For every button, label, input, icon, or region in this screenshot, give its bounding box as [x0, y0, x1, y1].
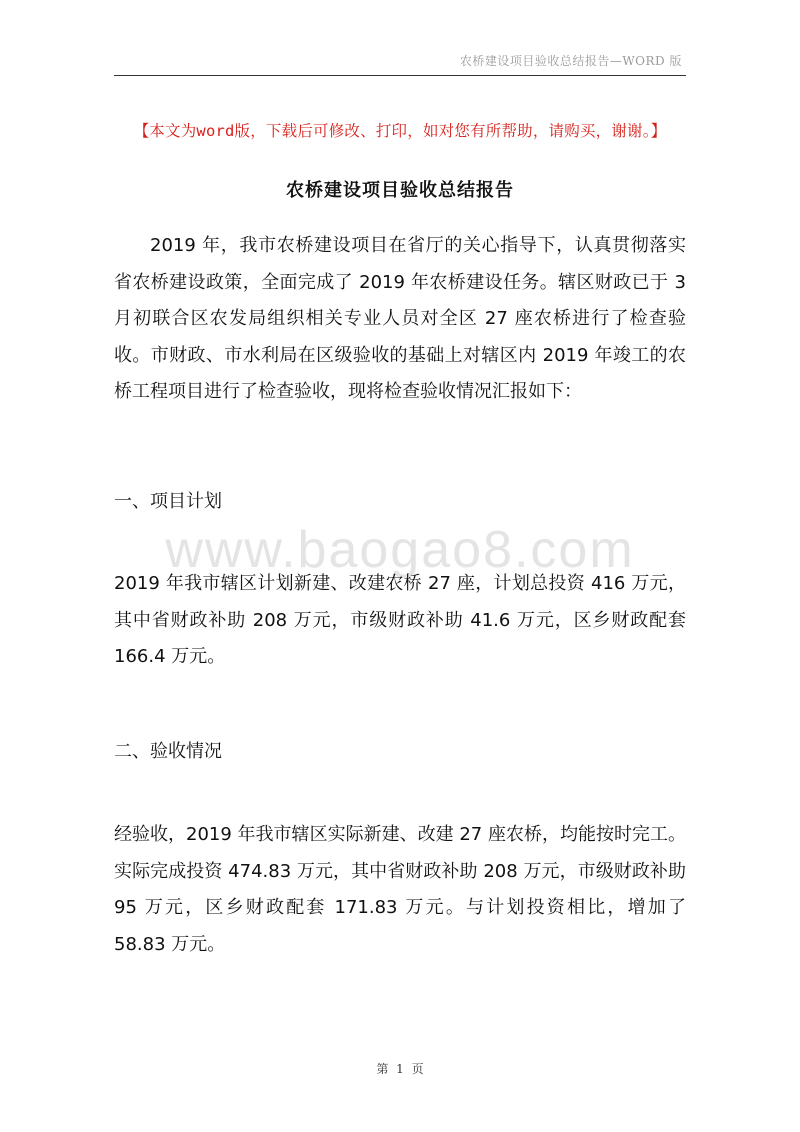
section-heading-acceptance: 二、验收情况 [114, 741, 222, 762]
intro-paragraph: 2019 年，我市农桥建设项目在省厅的关心指导下，认真贯彻落实省农桥建设政策，全面完成了 2019 年农桥建设任务。辖区财政已于 3 月初联合区农发局组织相关专业人员对全区 27 座农桥进行了检查验收。市财政、市水利局在区级验收的基础上对辖区内 2019 年竣工的农桥工程项目进行了检查验收，现将检查验收情况汇报如下： [114, 235, 686, 402]
section-heading-plan: 一、项目计划 [114, 491, 222, 512]
section-body-acceptance: 经验收，2019 年我市辖区实际新建、改建 27 座农桥，均能按时完工。实际完成投资 474.83 万元，其中省财政补助 208 万元，市级财政补助 95 万元，区乡财政配套 171.83 万元。与计划投资相比，增加了 58.83 万元。 [114, 824, 686, 955]
section-body-plan: 2019 年我市辖区计划新建、改建农桥 27 座，计划总投资 416 万元，其中省财政补助 208 万元，市级财政补助 41.6 万元，区乡财政配套 166.4 万元。 [114, 573, 686, 667]
page-number: 第 1 页 [376, 1062, 424, 1076]
download-notice: 【本文为word版，下载后可修改、打印，如对您有所帮助，请购买，谢谢。】 [133, 122, 667, 140]
watermark-text: www.baogao8.com [165, 521, 635, 579]
header-divider [114, 75, 686, 76]
document-title: 农桥建设项目验收总结报告 [286, 180, 514, 201]
header-title: 农桥建设项目验收总结报告—WORD 版 [459, 54, 682, 68]
